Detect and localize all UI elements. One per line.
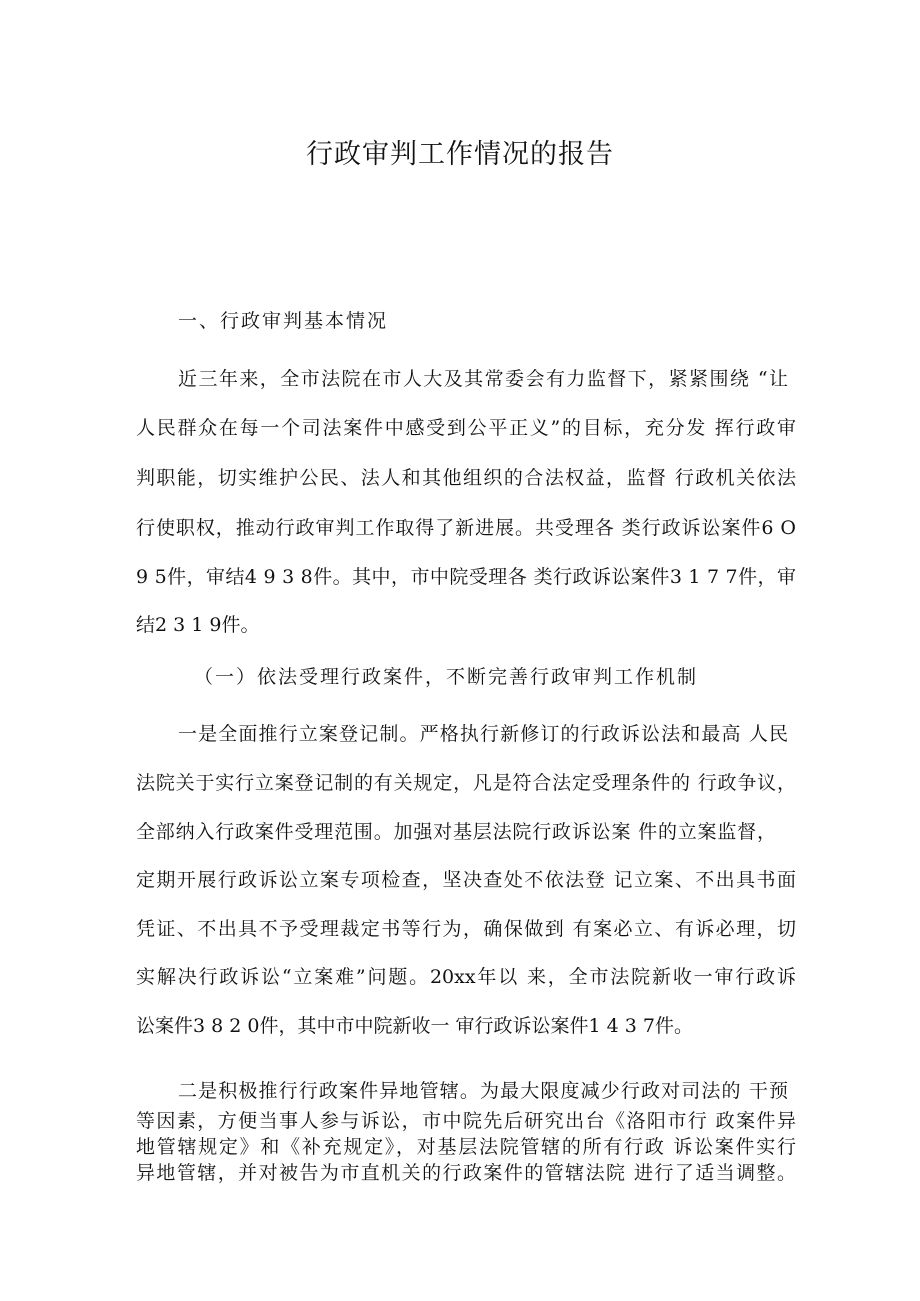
subsection-heading: （一）依法受理行政案件，不断完善行政审判工作机制 [194,666,699,688]
paragraph-line: 法院关于实行立案登记制的有关规定，凡是符合法定受理条件的 行政争议， [136,772,796,794]
paragraph-line: 人民群众在每一个司法案件中感受到公平正义”的目标，充分发 挥行政审 [136,417,796,439]
section-heading: 一、行政审判基本情况 [178,310,389,332]
paragraph-line: 凭证、不出具不予受理裁定书等行为，确保做到 有案必立、有诉必理，切 [136,918,796,940]
paragraph-line: 地管辖规定》和《补充规定》，对基层法院管辖的所有行政 诉讼案件实行 [136,1136,796,1158]
paragraph-line: 行使职权，推动行政审判工作取得了新进展。共受理各 类行政诉讼案件6 O [136,517,796,539]
paragraph-line: 一是全面推行立案登记制。严格执行新修订的行政诉讼法和最高 人民 [178,723,788,745]
paragraph-line: 判职能，切实维护公民、法人和其他组织的合法权益，监督 行政机关依法 [136,467,796,489]
paragraph-line: 全部纳入行政案件受理范围。加强对基层法院行政诉讼案 件的立案监督， [136,821,776,843]
paragraph-line: 讼案件3 8 2 0件，其中市中院新收一 审行政诉讼案件1 4 3 7件。 [136,1015,693,1037]
paragraph-line: 9 5件，审结4 9 3 8件。其中，市中院受理各 类行政诉讼案件3 1 7 7件，审 [136,566,796,588]
paragraph-line: 异地管辖，并对被告为市直机关的行政案件的管辖法院 进行了适当调整。 [136,1162,796,1184]
document-title: 行政审判工作情况的报告 [306,139,614,170]
paragraph-line: 定期开展行政诉讼立案专项检查，坚决查处不依法登 记立案、不出具书面 [136,869,796,891]
paragraph-line: 结2 3 1 9件。 [136,614,260,636]
paragraph-line: 近三年来，全市法院在市人大及其常委会有力监督下，紧紧围绕 “让 [178,368,788,390]
paragraph-line: 等因素，方便当事人参与诉讼，市中院先后研究出台《洛阳市行 政案件异 [136,1110,796,1132]
paragraph-line: 实解决行政诉讼“立案难”问题。20xx年以 来，全市法院新收一审行政诉 [136,966,796,988]
paragraph-line: 二是积极推行行政案件异地管辖。为最大限度减少行政对司法的 干预 [178,1080,788,1102]
